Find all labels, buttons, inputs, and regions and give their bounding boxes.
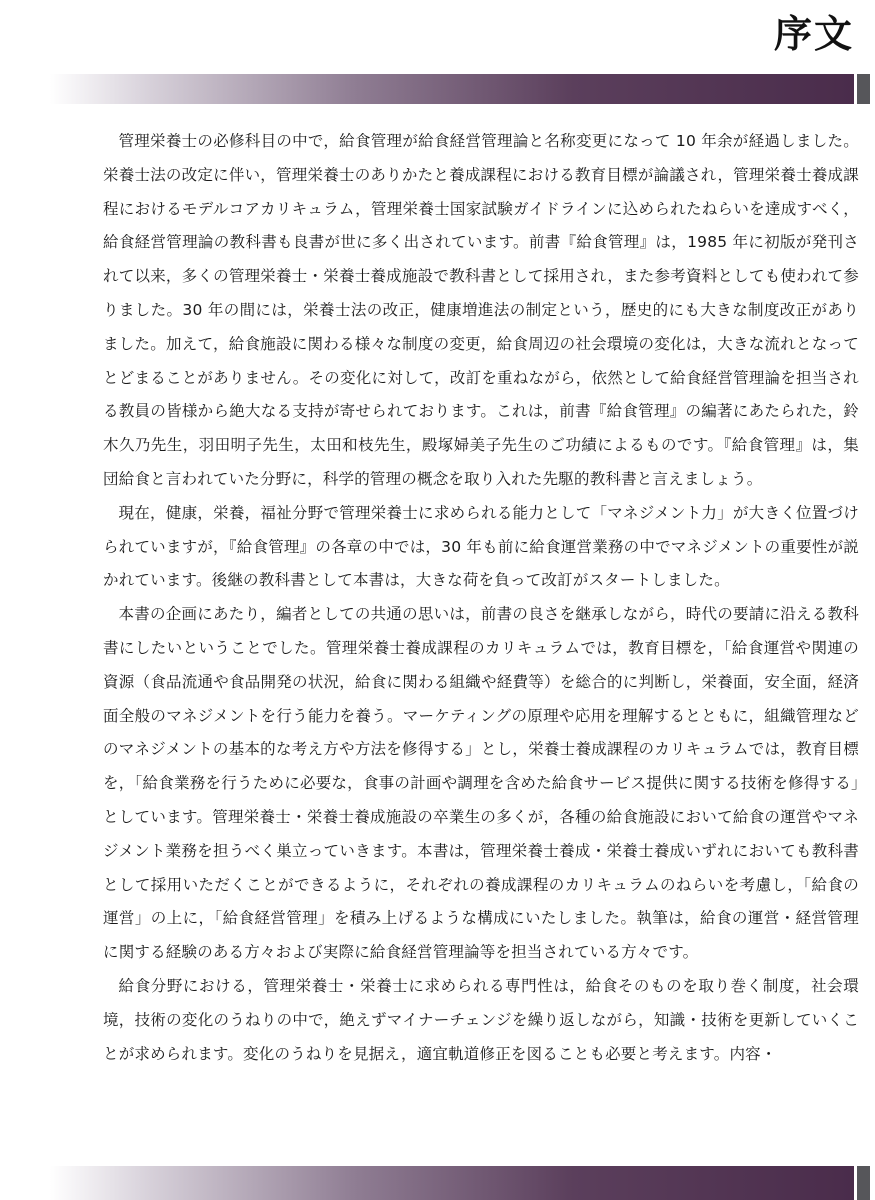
paragraph-2: 現在，健康，栄養，福祉分野で管理栄養士に求められる能力として「マネジメント力」が大きく位置づけられていますが，『給食管理』の各章の中では，30 年も前に給食運営業務の中でマネジメントの重要性が説かれています。後継の教科書として本書は，大きな荷を負って改訂がスタートしました。 [103, 503, 859, 590]
header-decorative-band [50, 74, 854, 104]
paragraph-3: 本書の企画にあたり，編者としての共通の思いは，前書の良さを継承しながら，時代の要請に沿える教科書にしたいということでした。管理栄養士養成課程のカリキュラムでは，教育目標を，「給食運営や関連の資源（食品流通や食品開発の状況，給食に関わる組織や経費等）を総合的に判断し，栄養面，安全面，経済面全般のマネジメントを行う能力を養う。マーケティングの原理や応用を理解するとともに，組織管理などのマネジメントの基本的な考え方や方法を修得する」とし，栄養士養成課程のカリキュラムでは，教育目標を，「給食業務を行うために必要な，食事の計画や調理を含めた給食サービス提供に関する技術を修得する」としています。管理栄養士・栄養士養成施設の卒業生の多くが，各種の給食施設において給食の運営やマネジメント業務を担うべく巣立っていきます。本書は，管理栄養士養成・栄養士養成いずれにおいても教科書として採用いただくことができるように，それぞれの養成課程のカリキュラムのねらいを考慮し，「給食の運営」の上に，「給食経営管理」を積み上げるような構成にいたしました。執筆は，給食の運営・経営管理に関する経験のある方々および実際に給食経営管理論等を担当されている方々です。 [103, 605, 859, 962]
preface-body [103, 125, 859, 1071]
page-title: 序文 [773, 12, 854, 56]
footer-band-end-block [857, 1166, 870, 1200]
paragraph-1: 管理栄養士の必修科目の中で，給食管理が給食経営管理論と名称変更になって 10 年余が経過しました。栄養士法の改定に伴い，管理栄養士のありかたと養成課程における教育目標が論議され，管理栄養士養成課程におけるモデルコアカリキュラム，管理栄養士国家試験ガイドラインに込められたねらいを達成すべく，給食経営管理論の教科書も良書が世に多く出されています。前書『給食管理』は，1985 年に初版が発刊されて以来，多くの管理栄養士・栄養士養成施設で教科書として採用され，また参考資料としても使われて参りました。30 年の間には，栄養士法の改正，健康増進法の制定という，歴史的にも大きな制度改正がありました。加えて，給食施設に関わる様々な制度の変更，給食周辺の社会環境の変化は，大きな流れとなってとどまることがありません。その変化に対して，改訂を重ねながら，依然として給食経営管理論を担当される教員の皆様から絶大なる支持が寄せられております。これは，前書『給食管理』の編著にあたられた，鈴木久乃先生，羽田明子先生，太田和枝先生，殿塚婦美子先生のご功績によるものです。『給食管理』は，集団給食と言われていた分野に，科学的管理の概念を取り入れた先駆的教科書と言えましょう。 [103, 132, 859, 488]
header-band-end-block [857, 74, 870, 104]
footer-decorative-band [50, 1166, 854, 1200]
paragraph-4: 給食分野における，管理栄養士・栄養士に求められる専門性は，給食そのものを取り巻く制度，社会環境，技術の変化のうねりの中で，絶えずマイナーチェンジを繰り返しながら，知識・技術を更新していくことが求められます。変化のうねりを見据え，適宜軌道修正を図ることも必要と考えます。内容・ [103, 976, 859, 1063]
